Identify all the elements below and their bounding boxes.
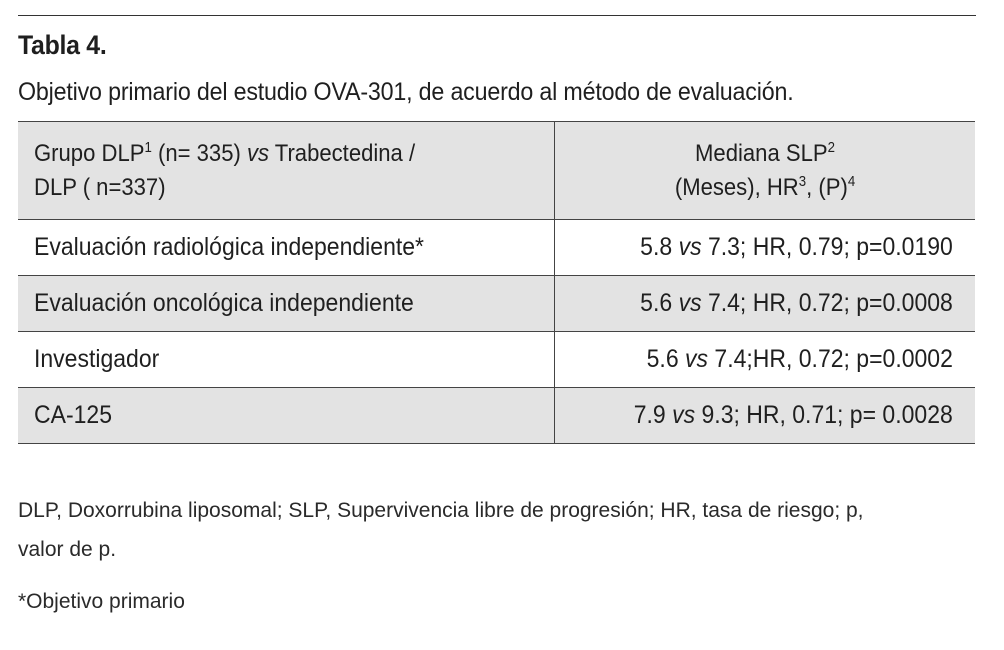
header-vs: vs <box>246 139 270 167</box>
header-group-comparison <box>18 122 554 220</box>
table-row <box>18 388 975 444</box>
header-months-hr: (Meses), HR <box>674 173 799 201</box>
table-header-row <box>18 122 975 220</box>
table-row <box>18 220 975 276</box>
footnote-abbreviations-cont: valor de p. <box>18 538 117 561</box>
row-result: 5.6 vs 7.4; HR, 0.72; p=0.0008 <box>554 276 975 332</box>
table-row <box>18 276 975 332</box>
header-median-label: Mediana SLP <box>694 139 828 167</box>
header-trabectedina: Trabectedina / <box>269 139 416 167</box>
results-table <box>18 121 975 444</box>
header-group-n: (n= 335) <box>151 139 247 167</box>
footnote-abbreviations: DLP, Doxorrubina liposomal; SLP, Supervivencia libre de progresión; HR, tasa de riesgo; p, <box>18 499 864 522</box>
header-median-slp <box>554 122 975 220</box>
row-result: 7.9 vs 9.3; HR, 0.71; p= 0.0028 <box>554 388 975 444</box>
table-row <box>18 332 975 388</box>
footnote-ref-2: 2 <box>827 139 835 156</box>
row-method: CA-125 <box>18 388 554 444</box>
row-method: Evaluación radiológica independiente* <box>18 220 554 276</box>
row-result: 5.6 vs 7.4;HR, 0.72; p=0.0002 <box>554 332 975 388</box>
table-caption: Objetivo primario del estudio OVA-301, de acuerdo al método de evaluación. <box>18 78 794 106</box>
footnote-primary-objective: *Objetivo primario <box>18 590 185 613</box>
footnote-ref-4: 4 <box>847 173 855 190</box>
top-rule <box>18 15 976 16</box>
row-result: 5.8 vs 7.3; HR, 0.79; p=0.0190 <box>554 220 975 276</box>
footnote-ref-1: 1 <box>144 139 152 156</box>
header-group-line2: DLP ( n=337) <box>34 173 166 201</box>
table-title: Tabla 4. <box>18 30 107 60</box>
header-p: , (P) <box>805 173 848 201</box>
footnote-ref-3: 3 <box>798 173 806 190</box>
row-method: Investigador <box>18 332 554 388</box>
row-method: Evaluación oncológica independiente <box>18 276 554 332</box>
header-group-label: Grupo DLP <box>34 139 145 167</box>
